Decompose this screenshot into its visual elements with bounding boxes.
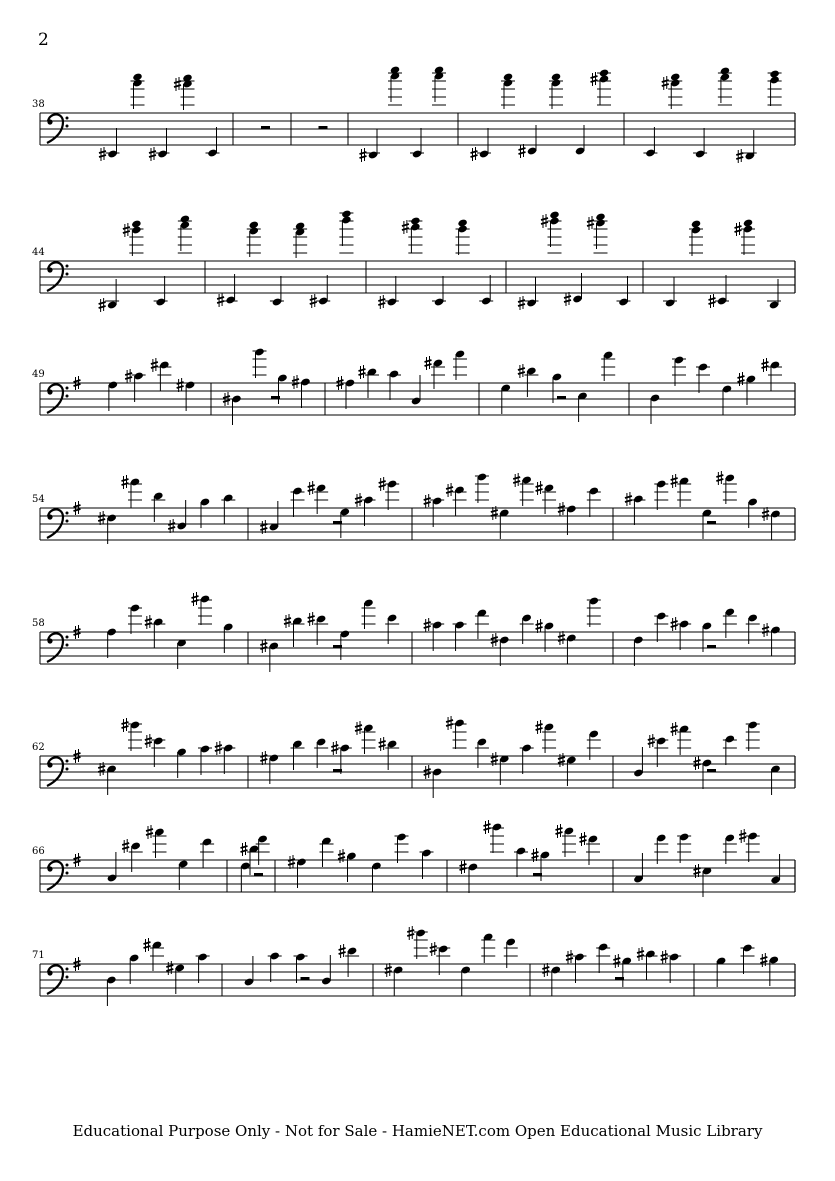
note-head: [180, 214, 190, 223]
sharp-icon: [260, 639, 267, 653]
sharp-icon: [338, 849, 345, 863]
sharp-icon: [558, 502, 565, 516]
note-head: [595, 212, 605, 221]
sharp-icon: [166, 961, 173, 975]
note-head: [670, 72, 680, 81]
note-head: [769, 69, 779, 78]
measure-number: 66: [32, 846, 45, 857]
sharp-icon: [556, 824, 563, 838]
sharp-icon: [355, 721, 362, 735]
sharp-icon: [424, 494, 431, 508]
note-head: [720, 66, 730, 75]
sharp-icon: [671, 617, 678, 631]
measure-number: 44: [32, 247, 45, 258]
sharp-icon: [430, 942, 437, 956]
sharp-icon: [168, 519, 175, 533]
sharp-icon: [125, 369, 132, 383]
note-head: [131, 219, 141, 228]
sharp-icon: [513, 473, 520, 487]
sharp-icon: [284, 614, 291, 628]
sharp-icon: [98, 511, 105, 525]
sharp-icon: [308, 481, 315, 495]
page-number: 2: [38, 30, 49, 50]
sharp-icon: [288, 855, 295, 869]
sharp-icon: [359, 365, 366, 379]
sharp-icon: [215, 741, 222, 755]
measure-number: 58: [32, 618, 45, 629]
measure-number: 71: [32, 950, 45, 961]
sharp-icon: [738, 372, 745, 386]
note-head: [457, 218, 467, 227]
sharp-icon: [446, 716, 453, 730]
sharp-icon: [587, 216, 594, 230]
sharp-icon: [625, 492, 632, 506]
sharp-icon: [379, 477, 386, 491]
sharp-icon: [460, 860, 467, 874]
note-head: [691, 219, 701, 228]
sharp-icon: [360, 148, 367, 162]
sharp-icon: [425, 356, 432, 370]
note-head: [503, 72, 513, 81]
sharp-icon: [736, 149, 743, 163]
sharp-icon: [637, 947, 644, 961]
sharp-icon: [407, 926, 414, 940]
sharp-icon: [760, 953, 767, 967]
sharp-icon: [402, 220, 409, 234]
sharp-icon: [518, 364, 525, 378]
sharp-icon: [292, 375, 299, 389]
sharp-icon: [144, 938, 151, 952]
sharp-icon: [379, 737, 386, 751]
sharp-icon: [308, 612, 315, 626]
sharp-icon: [331, 741, 338, 755]
measure-number: 62: [32, 742, 45, 753]
sharp-icon: [241, 842, 248, 856]
sharp-icon: [536, 619, 543, 633]
sharp-icon: [99, 147, 106, 161]
sharp-icon: [662, 76, 669, 90]
sharp-icon: [591, 72, 598, 86]
measure-number: 38: [32, 99, 45, 110]
note-head: [743, 218, 753, 227]
sharp-icon: [671, 474, 678, 488]
sharp-icon: [146, 825, 153, 839]
sharp-icon: [518, 296, 525, 310]
sharp-icon: [671, 722, 678, 736]
sharp-icon: [735, 222, 742, 236]
sharp-icon: [716, 471, 723, 485]
sharp-icon: [385, 963, 392, 977]
sharp-icon: [613, 954, 620, 968]
note-head: [249, 220, 259, 229]
sharp-icon: [355, 493, 362, 507]
sharp-icon: [149, 147, 156, 161]
sharp-icon: [694, 756, 701, 770]
sharp-icon: [564, 292, 571, 306]
sharp-icon: [310, 294, 317, 308]
sharp-icon: [471, 147, 478, 161]
sharp-icon: [536, 481, 543, 495]
sharp-icon: [762, 358, 769, 372]
sharp-icon: [192, 592, 199, 606]
sharp-icon: [424, 618, 431, 632]
sharp-icon: [558, 753, 565, 767]
measure-number: 54: [32, 494, 45, 505]
sharp-icon: [709, 294, 716, 308]
sharp-icon: [177, 378, 184, 392]
sharp-icon: [661, 950, 668, 964]
sharp-icon: [145, 615, 152, 629]
sharp-icon: [580, 832, 587, 846]
sharp-icon: [542, 963, 549, 977]
sharp-icon: [536, 720, 543, 734]
sharp-icon: [145, 734, 152, 748]
sharp-icon: [174, 77, 181, 91]
sharp-icon: [99, 298, 106, 312]
note-head: [549, 210, 559, 219]
note-head: [132, 72, 142, 81]
sharp-icon: [260, 751, 267, 765]
sharp-icon: [378, 295, 385, 309]
sharp-icon: [762, 507, 769, 521]
sharp-icon: [648, 734, 655, 748]
sharp-icon: [558, 631, 565, 645]
footer-text: Educational Purpose Only - Not for Sale - HamieNET.com Open Educational Music Library: [72, 1122, 763, 1140]
sharp-icon: [217, 293, 224, 307]
sharp-icon: [446, 483, 453, 497]
sharp-icon: [122, 718, 129, 732]
sharp-icon: [739, 829, 746, 843]
sharp-icon: [122, 839, 129, 853]
sharp-icon: [122, 475, 129, 489]
note-head: [341, 209, 351, 218]
sharp-icon: [762, 623, 769, 637]
sharp-icon: [566, 950, 573, 964]
sharp-icon: [484, 820, 491, 834]
sharp-icon: [123, 223, 130, 237]
sharp-icon: [541, 214, 548, 228]
note-head: [551, 72, 561, 81]
sharp-icon: [339, 944, 346, 958]
sharp-icon: [519, 144, 526, 158]
sharp-icon: [151, 358, 158, 372]
measure-number: 49: [32, 369, 45, 380]
